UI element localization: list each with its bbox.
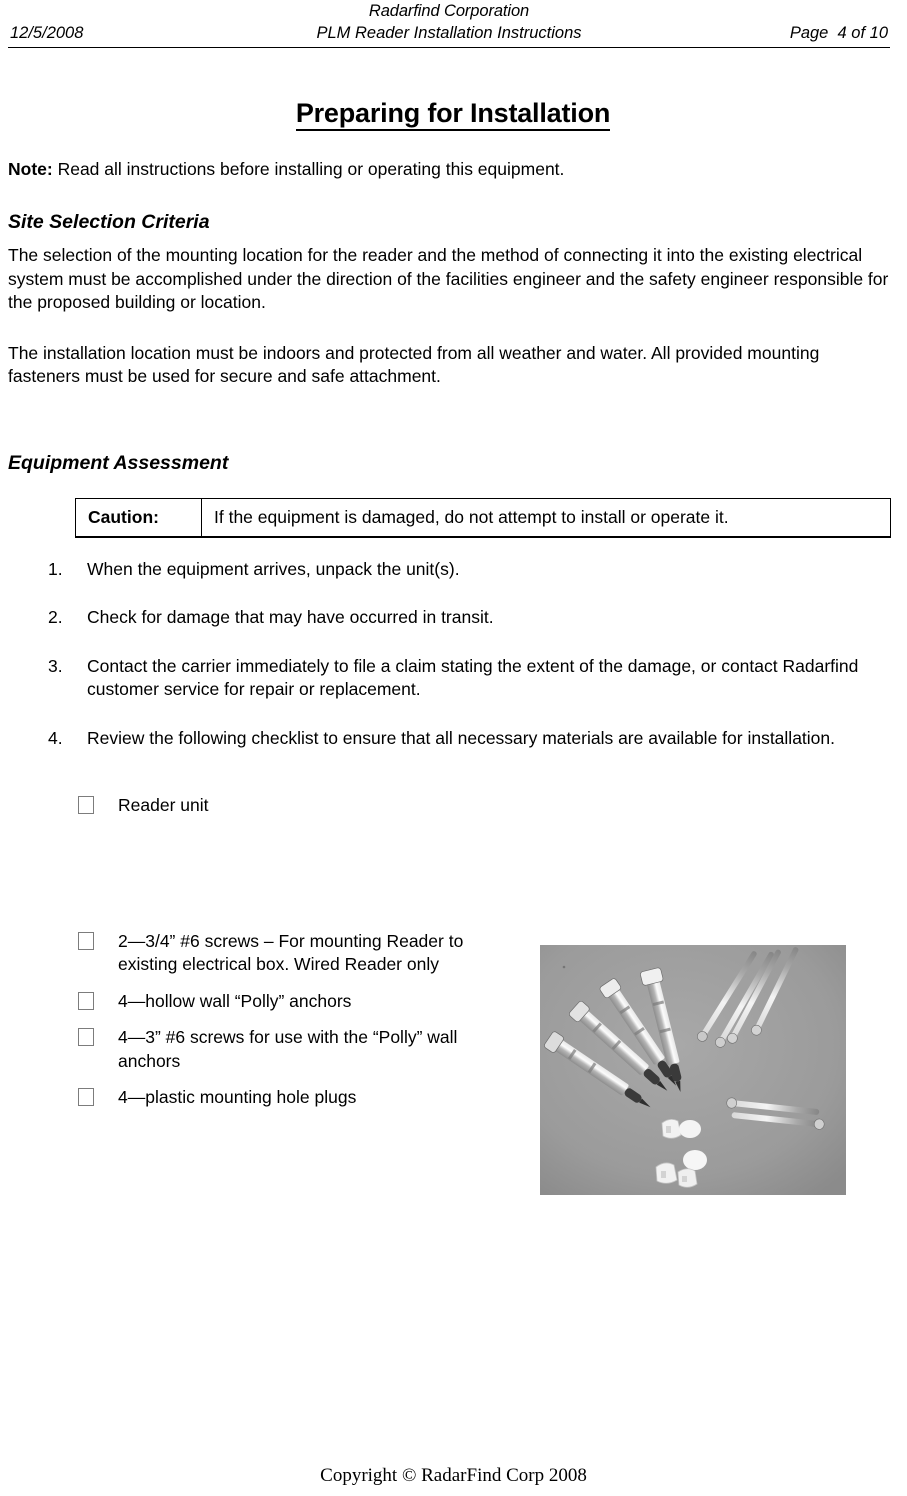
header-second-row bbox=[8, 22, 890, 46]
checklist-item-reader-unit[interactable] bbox=[8, 794, 498, 818]
step-number: 2. bbox=[48, 607, 63, 627]
hardware-photo bbox=[540, 945, 846, 1195]
step-item bbox=[8, 727, 907, 751]
checklist-item-label: 4—hollow wall “Polly” anchors bbox=[118, 990, 352, 1011]
page-title-text: Preparing for Installation bbox=[296, 98, 610, 131]
checkbox-icon[interactable] bbox=[78, 1088, 94, 1106]
checklist-item-label: 2—3/4” #6 screws – For mounting Reader to existing electrical box. Wired Reader only bbox=[118, 930, 464, 974]
step-number: 3. bbox=[48, 655, 63, 676]
note-text: Read all instructions before installing or operating this equipment. bbox=[52, 159, 565, 179]
page-title bbox=[8, 96, 898, 130]
checklist-item-hole-plugs[interactable] bbox=[8, 1086, 498, 1110]
checkbox-icon[interactable] bbox=[78, 1028, 94, 1046]
checklist-item-label: 4—3” #6 screws for use with the “Polly” wall anchors bbox=[118, 1027, 458, 1071]
checkbox-icon[interactable] bbox=[78, 992, 94, 1010]
checkbox-icon[interactable] bbox=[78, 796, 94, 814]
caution-row bbox=[76, 498, 891, 537]
heading-site-selection-criteria: Site Selection Criteria bbox=[8, 211, 210, 233]
copyright-text: Copyright © RadarFind Corp 2008 bbox=[320, 1465, 587, 1486]
note-paragraph bbox=[8, 158, 898, 181]
step-item bbox=[8, 606, 907, 630]
checkbox-icon[interactable] bbox=[78, 932, 94, 950]
step-text: When the equipment arrives, unpack the unit(s). bbox=[87, 558, 460, 579]
page-header bbox=[8, 0, 890, 48]
checklist-item-label: 4—plastic mounting hole plugs bbox=[118, 1087, 357, 1107]
page-footer bbox=[0, 1464, 907, 1488]
note-label: Note: bbox=[8, 159, 53, 179]
step-text: Review the following checklist to ensure that all necessary materials are available for installation. bbox=[87, 727, 836, 748]
checklist-item-screws-34[interactable] bbox=[8, 930, 498, 977]
heading-equipment-assessment: Equipment Assessment bbox=[8, 451, 229, 474]
hardware-photo-illustration bbox=[540, 945, 846, 1195]
header-page-number: Page 4 of 10 bbox=[789, 24, 888, 42]
step-text: Contact the carrier immediately to file a claim stating the extent of the damage, or contact Radarfind customer service for repair or replacement. bbox=[87, 655, 859, 699]
caution-table bbox=[75, 498, 891, 538]
step-number: 4. bbox=[48, 727, 63, 748]
checklist-item-screws-3in[interactable] bbox=[8, 1026, 498, 1073]
step-text: Check for damage that may have occurred in transit. bbox=[87, 607, 494, 627]
step-number: 1. bbox=[48, 558, 63, 579]
header-document-title: PLM Reader Installation Instructions bbox=[316, 24, 582, 42]
caution-label: Caution: bbox=[76, 498, 202, 537]
checklist-item-label: Reader unit bbox=[118, 795, 209, 815]
equipment-assessment-steps bbox=[8, 558, 898, 751]
header-date: 12/5/2008 bbox=[10, 24, 84, 42]
header-company-name: Radarfind Corporation bbox=[368, 2, 530, 20]
step-item bbox=[8, 655, 907, 702]
caution-text: If the equipment is damaged, do not attempt to install or operate it. bbox=[202, 498, 891, 537]
site-selection-paragraph-2: The installation location must be indoors and protected from all weather and water. All provided mounting fasteners must be used for secure and safe attachment. bbox=[8, 342, 820, 386]
site-selection-paragraph-1: The selection of the mounting location for the reader and the method of connecting it into the existing electrical system must be accomplished under the direction of the facilities engineer and the safety engineer responsible for the proposed building or location. bbox=[8, 245, 889, 312]
step-item bbox=[8, 558, 907, 582]
checklist-item-polly-anchors[interactable] bbox=[8, 990, 498, 1014]
